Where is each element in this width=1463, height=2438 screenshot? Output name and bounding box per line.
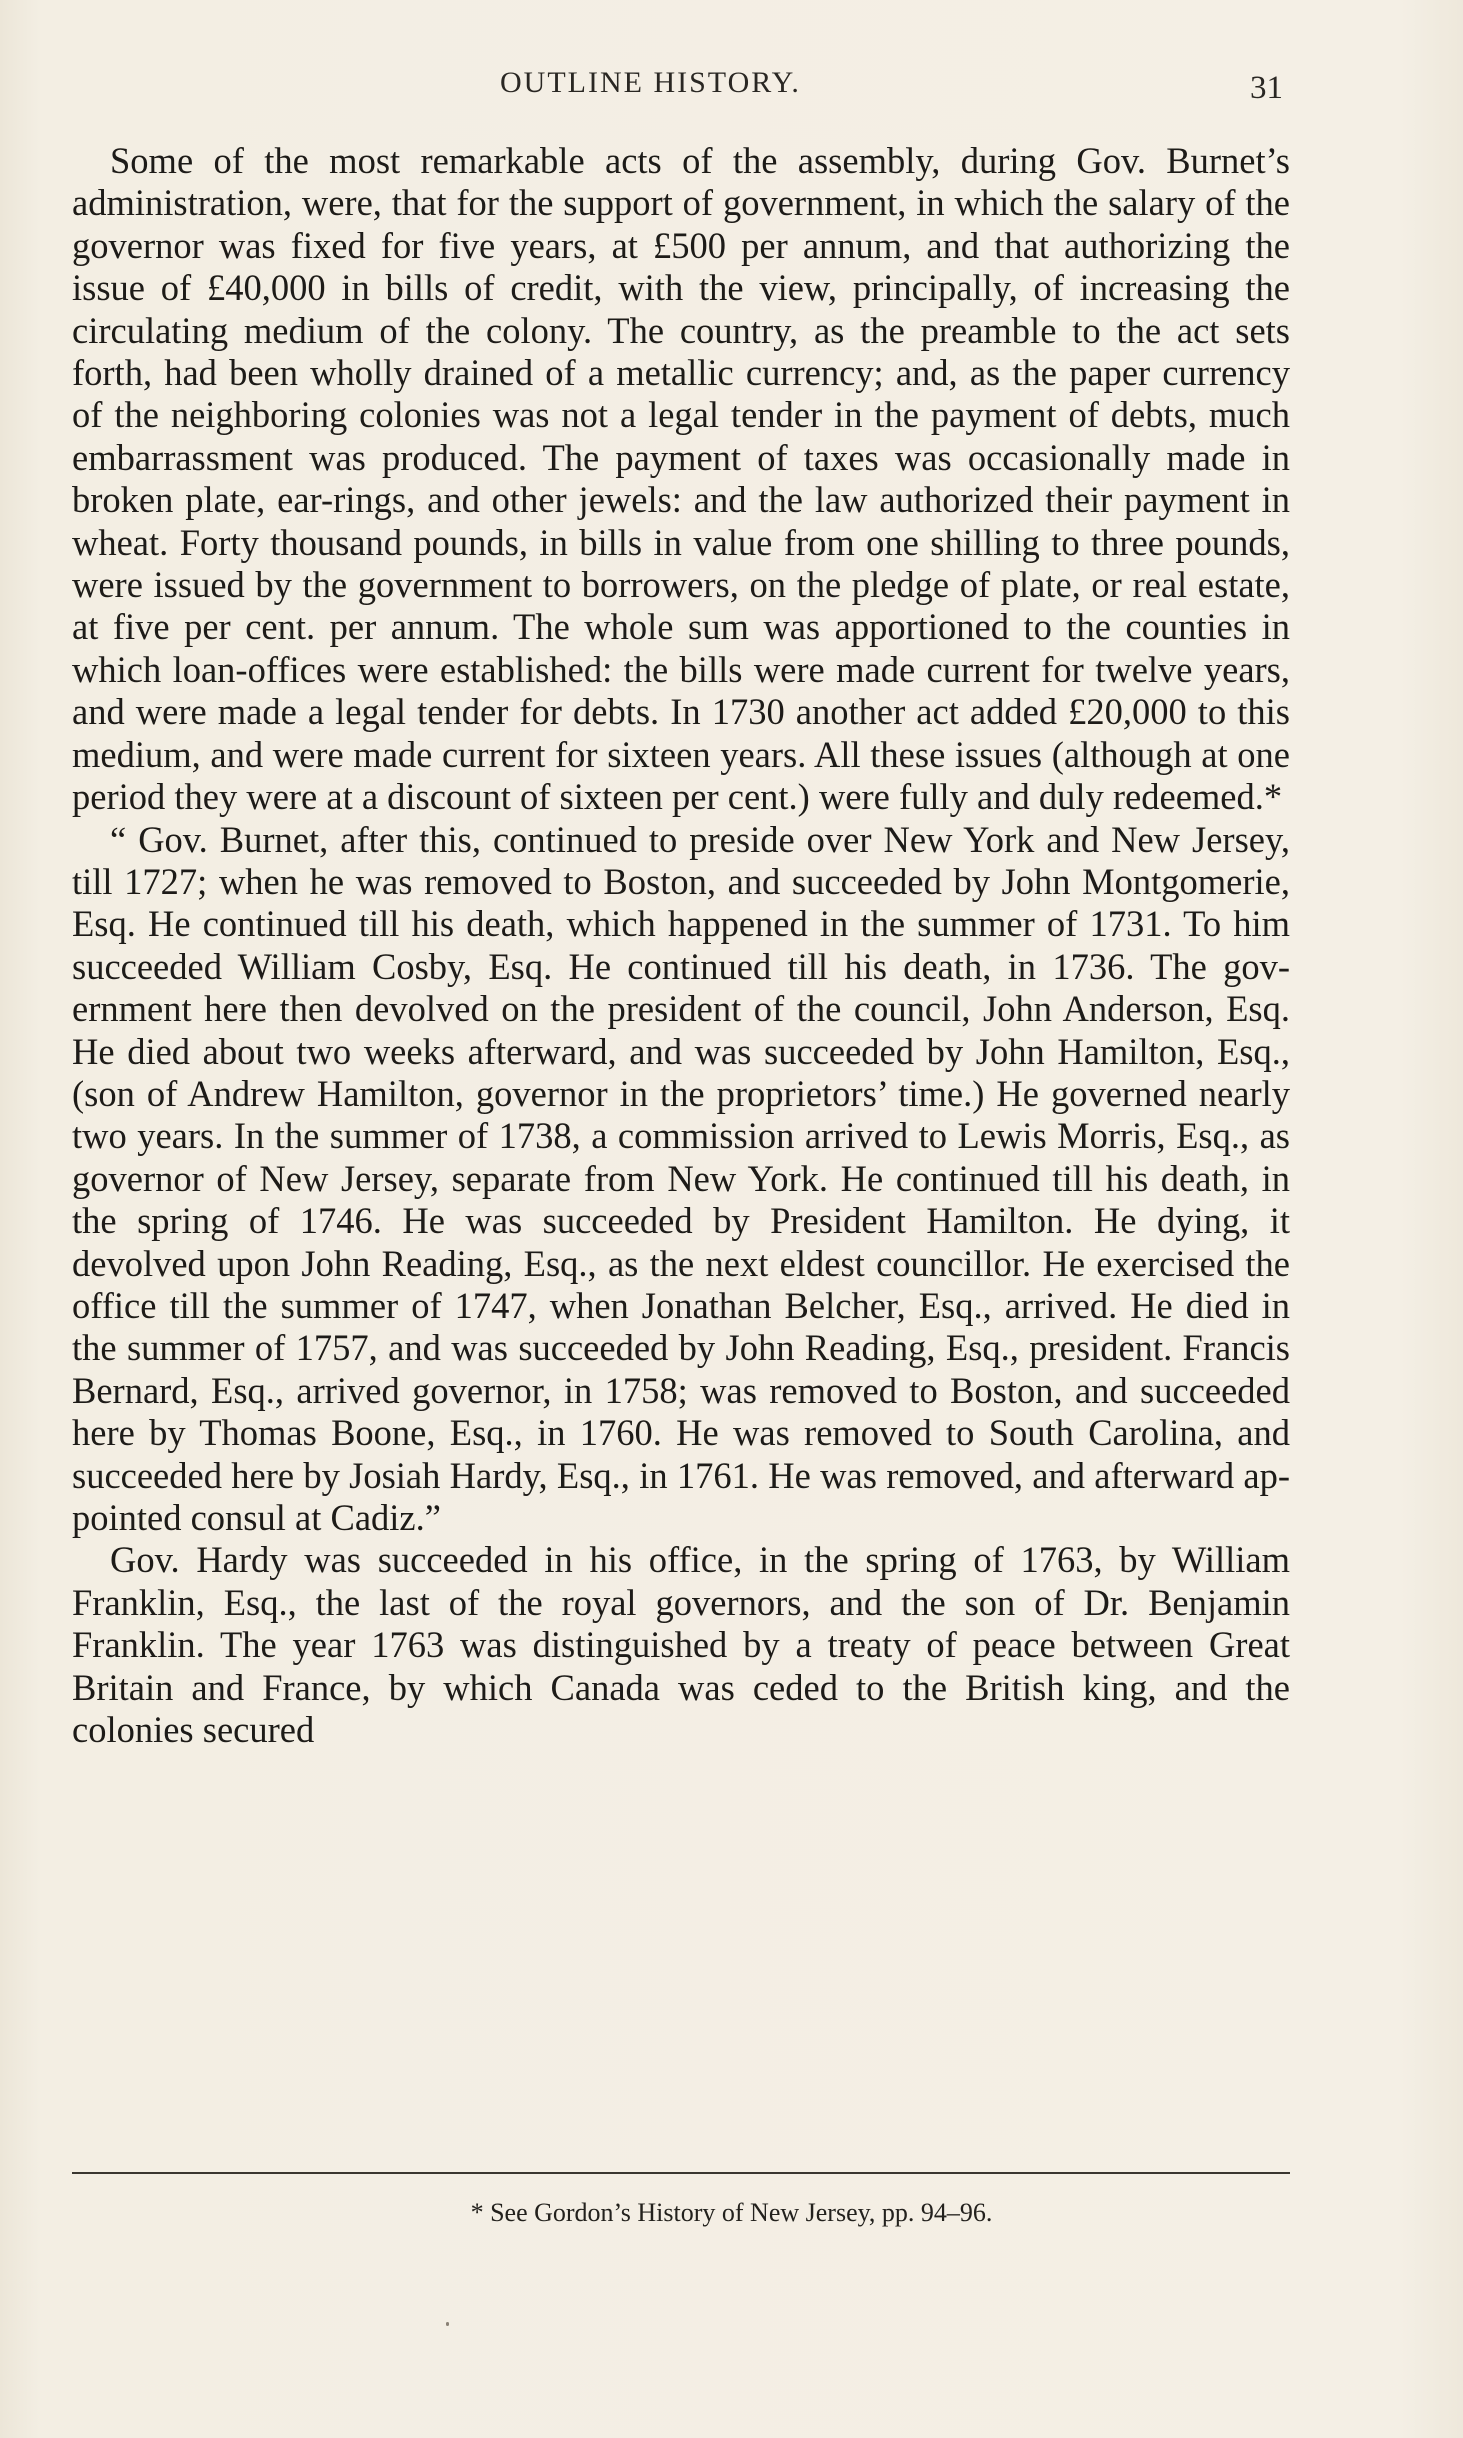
paragraph-gov-hardy: Gov. Hardy was succeeded in his office, in the spring of 1763, by William Franklin, Esq., the last of the royal governors, and the son of Dr. Benjamin Franklin. The year 1763 was distinguished by a treaty of peace between Great Britain and France, by which Canada was ceded to the British king, and the colonies secured <box>72 1539 1290 1751</box>
running-title: OUTLINE HISTORY. <box>500 66 801 99</box>
running-head <box>0 66 1463 106</box>
footnote: * See Gordon’s History of New Jersey, pp. 94–96. <box>470 2198 993 2227</box>
paragraph-assembly-acts: Some of the most remarkable acts of the assembly, during Gov. Burnet’s administration, were, that for the support of government, in which the salary of the governor was fixed for five years, at £500 per annum, and that authorizing the issue of £40,000 in bills of credit, with the view, principally, of increasing the circulating medium of the colony. The country, as the preamble to the act sets forth, had been wholly drained of a metallic currency; and, as the paper currency of the neighboring colonies was not a legal tender in the payment of debts, much embarrassment was produced. The payment of taxes was occasionally made in broken plate, ear-rings, and other jewels: and the law authorized their payment in wheat. Forty thousand pounds, in bills in value from one shilling to three pounds, were issued by the government to borrowers, on the pledge of plate, or real estate, at five per cent. per annum. The whole sum was apportioned to the counties in which loan-offices were established: the bills were made current for twelve years, and were made a legal tender for debts. In 1730 another act added £20,000 to this medium, and were made current for sixteen years. All these issues (although at one period they were at a discount of sixteen per cent.) were fully and duly redeemed.* <box>72 140 1290 818</box>
paper-speck <box>446 2322 449 2326</box>
footnote-rule <box>72 2172 1290 2174</box>
body-text <box>72 140 1290 1751</box>
page-number: 31 <box>1250 70 1283 106</box>
paragraph-governors-succession: “ Gov. Burnet, after this, continued to preside over New York and New Jersey, till 1727; when he was removed to Boston, and succeeded by John Montgomerie, Esq. He continued till his death, which happened in the summer of 1731. To him succeeded William Cosby, Esq. He continued till his death, in 1736. The government here then devolved on the president of the council, John Anderson, Esq. He died about two weeks afterward, and was succeeded by John Hamilton, Esq., (son of Andrew Hamilton, governor in the proprietors’ time.) He governed nearly two years. In the summer of 1738, a commission arrived to Lewis Morris, Esq., as governor of New Jersey, separate from New York. He continued till his death, in the spring of 1746. He was succeeded by President Hamilton. He dying, it devolved upon John Reading, Esq., as the next eldest councillor. He exercised the office till the summer of 1747, when Jonathan Belcher, Esq., arrived. He died in the summer of 1757, and was succeeded by John Reading, Esq., president. Francis Bernard, Esq., arrived governor, in 1758; was removed to Boston, and succeeded here by Thomas Boone, Esq., in 1760. He was removed to South Carolina, and succeeded here by Josiah Hardy, Esq., in 1761. He was removed, and afterward appointed consul at Cadiz.” <box>72 818 1290 1538</box>
